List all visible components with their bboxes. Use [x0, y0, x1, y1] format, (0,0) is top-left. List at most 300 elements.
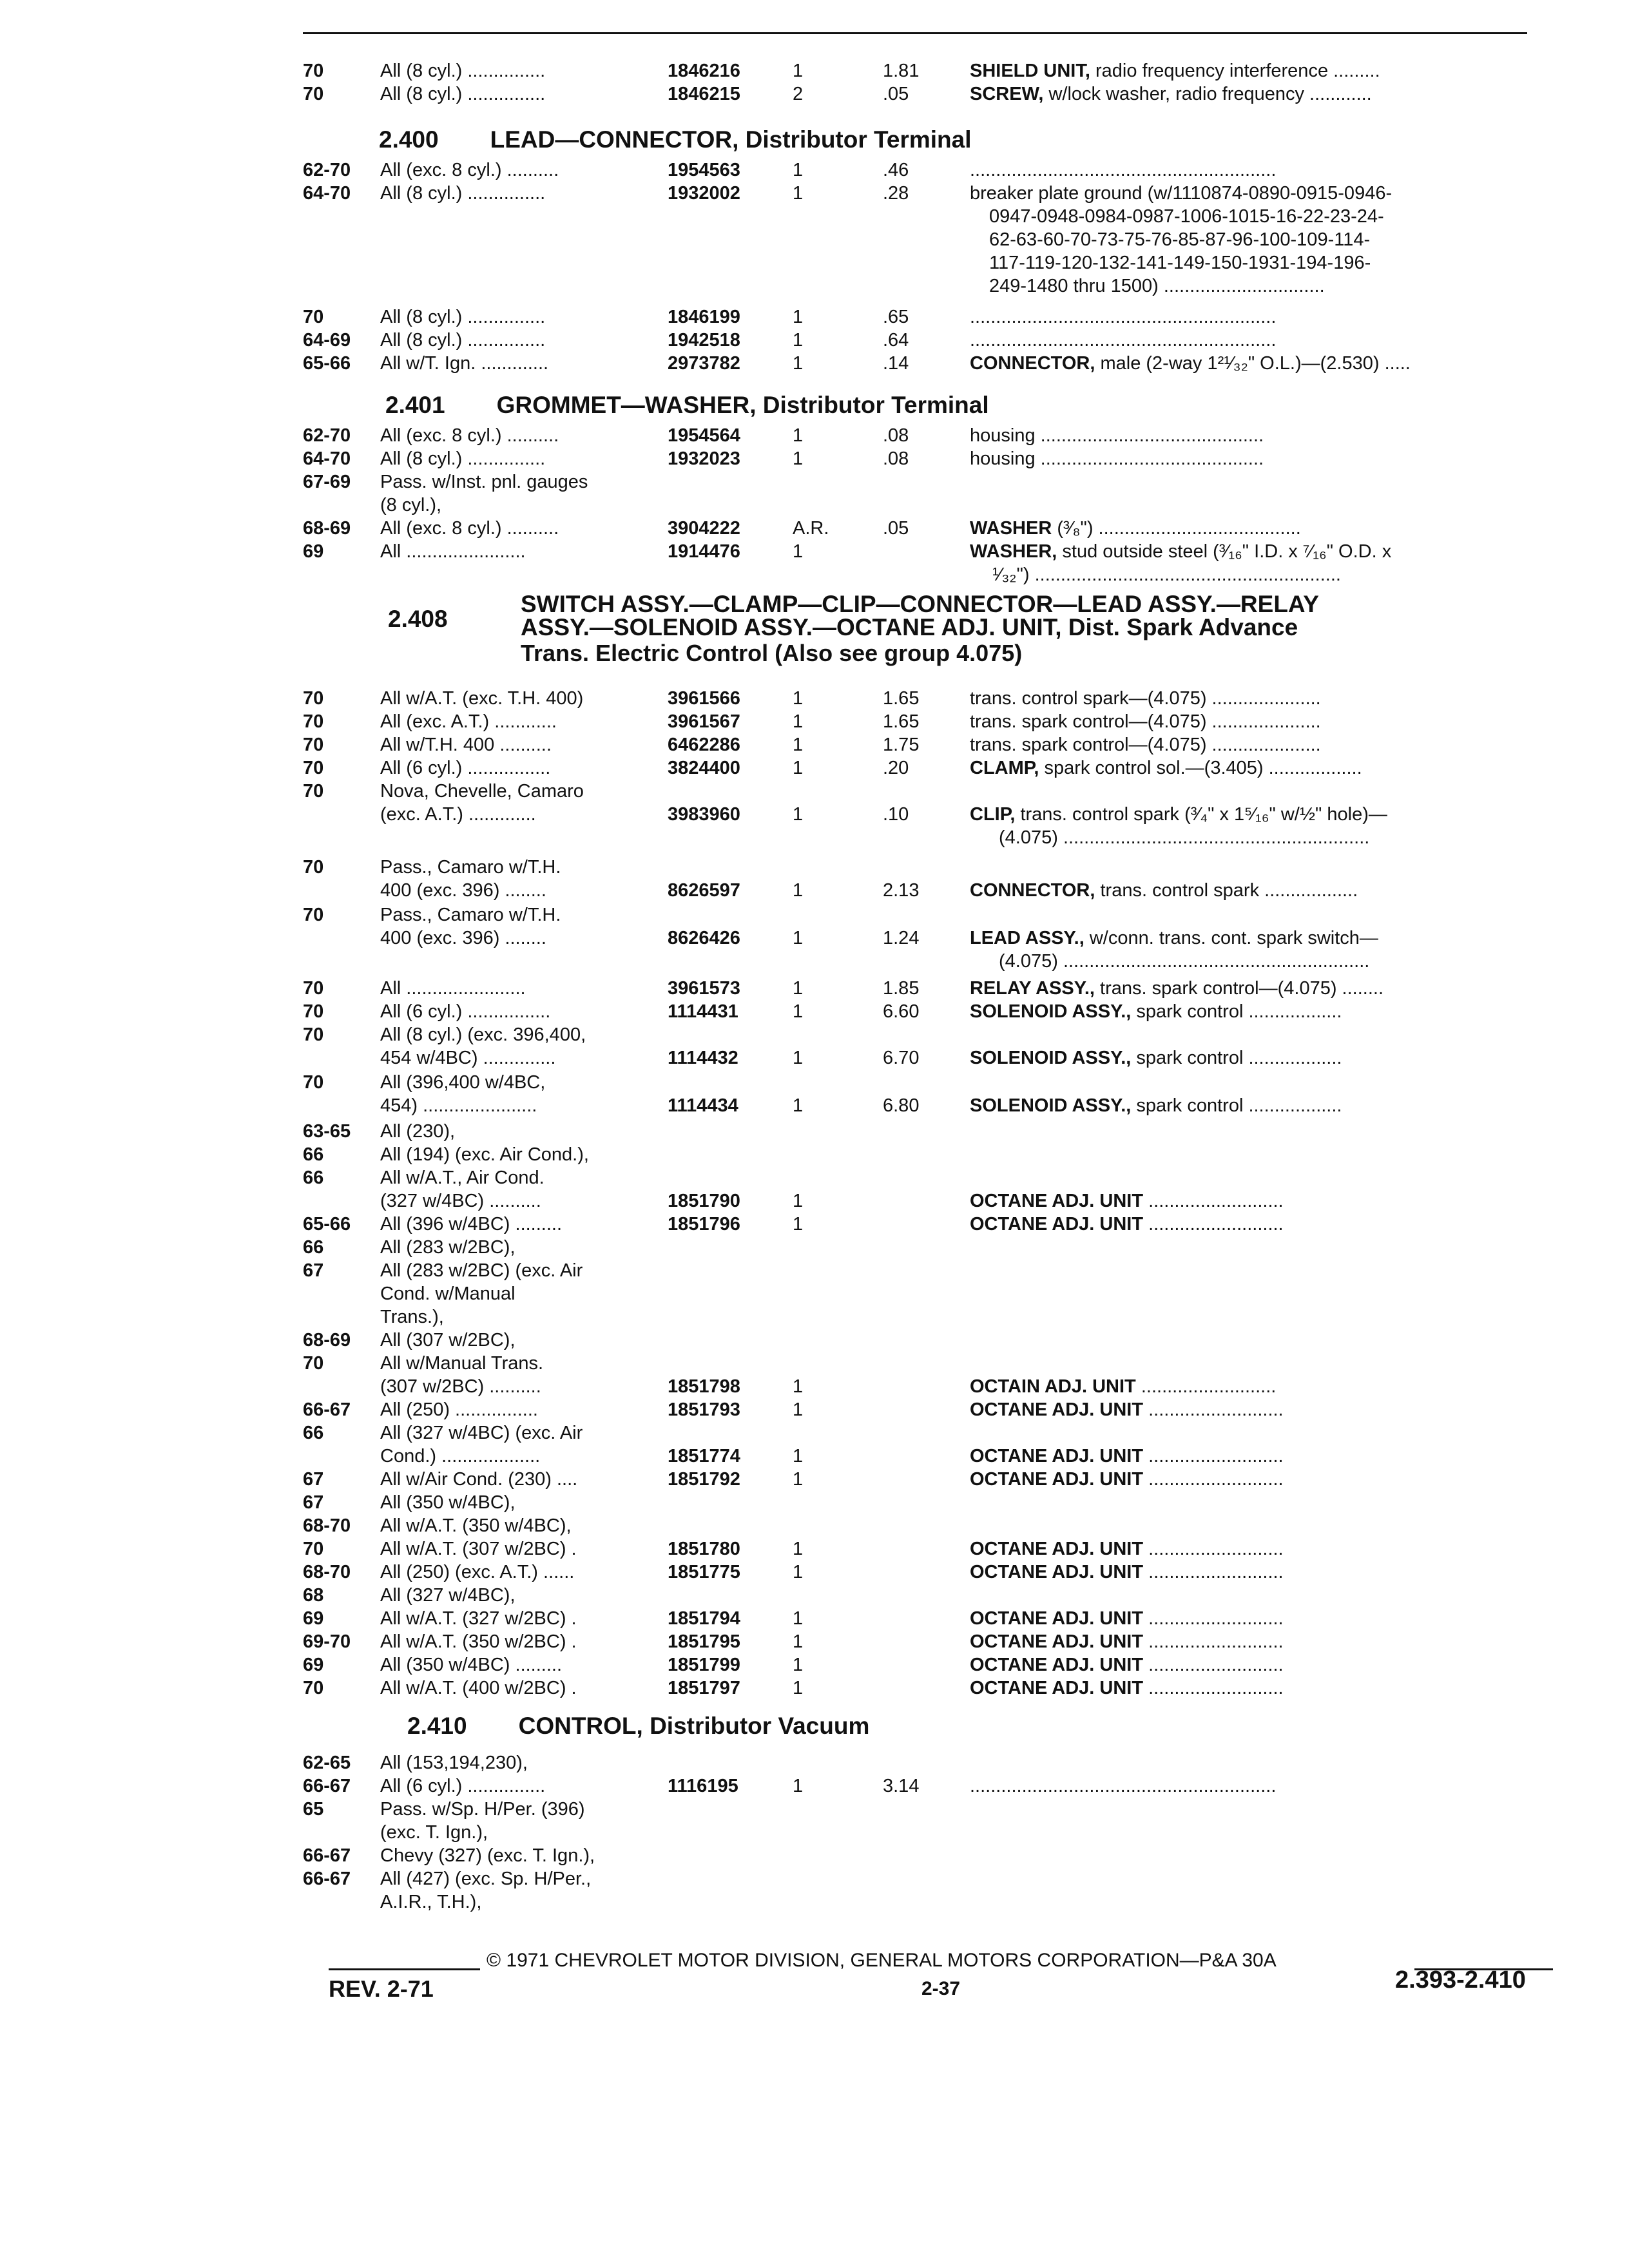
parts-row [0, 1352, 1629, 1375]
parts-row [0, 1445, 1629, 1468]
description-part-name: WASHER, [970, 541, 1057, 562]
model-years: 65-66 [303, 1214, 351, 1235]
description-part-name: OCTANE ADJ. UNIT [970, 1539, 1144, 1559]
part-number: 1846199 [668, 307, 740, 327]
continuation-line: 62-63-60-70-73-75-76-85-87-96-100-109-114- [989, 229, 1371, 250]
model-years: 66-67 [303, 1399, 351, 1420]
price: 1.85 [883, 978, 920, 999]
price: 6.80 [883, 1095, 920, 1116]
part-number: 1954563 [668, 160, 740, 180]
parts-row [0, 540, 1629, 563]
price: .14 [883, 353, 909, 374]
parts-row [0, 1329, 1629, 1352]
section-title: CONTROL, Distributor Vacuum [518, 1713, 870, 1739]
description-text: (³⁄₈") ....................................... [1057, 518, 1301, 539]
parts-row [0, 1000, 1629, 1023]
description-part-name: OCTANE ADJ. UNIT [970, 1678, 1144, 1698]
price: 1.65 [883, 711, 920, 732]
model-years: 69 [303, 1655, 324, 1675]
quantity: 1 [793, 758, 804, 778]
section-number: 2.410 [407, 1713, 467, 1739]
description [970, 517, 1301, 540]
section-title: LEAD—CONNECTOR, Distributor Terminal [490, 126, 972, 153]
application: All (6 cyl.) ............... [380, 1776, 546, 1796]
application: All w/T.H. 400 .......... [380, 735, 552, 755]
quantity: 1 [793, 353, 804, 374]
part-number: 1932002 [668, 183, 740, 204]
section-number: 2.401 [385, 392, 445, 418]
parts-row [0, 710, 1629, 733]
application: All (194) (exc. Air Cond.), [380, 1144, 589, 1165]
price: .08 [883, 425, 909, 446]
application: A.I.R., T.H.), [380, 1892, 482, 1912]
parts-row [0, 1821, 1629, 1844]
model-years: 70 [303, 735, 324, 755]
quantity: 1 [793, 1095, 804, 1116]
quantity: 1 [793, 330, 804, 351]
application: All (307 w/2BC), [380, 1330, 516, 1350]
section-number-2-408 [388, 606, 448, 633]
application: 400 (exc. 396) ........ [380, 880, 546, 901]
application: All w/A.T. (400 w/2BC) . [380, 1678, 577, 1698]
parts-row [0, 1607, 1629, 1630]
description [970, 447, 1264, 470]
description-part-name: SOLENOID ASSY., [970, 1048, 1132, 1068]
part-number: 3961566 [668, 688, 740, 709]
parts-row [0, 517, 1629, 540]
quantity: 1 [793, 541, 804, 562]
part-number: 1851797 [668, 1678, 740, 1698]
part-number: 1851794 [668, 1608, 740, 1629]
price: .46 [883, 160, 909, 180]
price: .05 [883, 518, 909, 539]
description-text: .......................... [1148, 1469, 1284, 1490]
application: All w/A.T. (exc. T.H. 400) [380, 688, 584, 709]
part-number: 1851796 [668, 1214, 740, 1235]
description-part-name: SOLENOID ASSY., [970, 1095, 1132, 1116]
application: All (8 cyl.) ............... [380, 183, 546, 204]
part-number: 3824400 [668, 758, 740, 778]
model-years: 70 [303, 758, 324, 778]
quantity: 1 [793, 1631, 804, 1652]
description [970, 1537, 1284, 1561]
description-text: w/lock washer, radio frequency ............ [1048, 84, 1372, 104]
price: 2.13 [883, 880, 920, 901]
parts-row [0, 1071, 1629, 1094]
application: All (exc. A.T.) ............ [380, 711, 557, 732]
application: (307 w/2BC) .......... [380, 1376, 541, 1397]
quantity: 1 [793, 1376, 804, 1397]
model-years: 65 [303, 1799, 324, 1820]
description-text: .......................... [1148, 1631, 1284, 1652]
description-text: .......................... [1148, 1608, 1284, 1629]
description-part-name: SOLENOID ASSY., [970, 1001, 1132, 1022]
parts-row [0, 1584, 1629, 1607]
part-number: 3961567 [668, 711, 740, 732]
application: Pass. w/Inst. pnl. gauges [380, 472, 588, 492]
quantity: 1 [793, 1469, 804, 1490]
application: 454 w/4BC) .............. [380, 1048, 556, 1068]
description-part-name: OCTANE ADJ. UNIT [970, 1469, 1144, 1490]
description-part-name: OCTANE ADJ. UNIT [970, 1446, 1144, 1466]
application: All w/A.T. (307 w/2BC) . [380, 1539, 577, 1559]
parts-row [0, 159, 1629, 182]
price: 1.81 [883, 61, 920, 81]
price: .08 [883, 448, 909, 469]
quantity: 1 [793, 61, 804, 81]
price: 1.65 [883, 688, 920, 709]
model-years: 64-70 [303, 183, 351, 204]
parts-row [0, 182, 1629, 205]
model-years: 66-67 [303, 1869, 351, 1889]
description [970, 1094, 1342, 1117]
description [970, 59, 1380, 82]
parts-row [0, 856, 1629, 879]
model-years: 70 [303, 1072, 324, 1093]
description [970, 540, 1391, 563]
continuation-line: 249-1480 thru 1500) ............................... [989, 276, 1325, 296]
application: All w/A.T., Air Cond. [380, 1168, 545, 1188]
model-years: 69 [303, 1608, 324, 1629]
section-title-2-408-line2: ASSY.—SOLENOID ASSY.—OCTANE ADJ. UNIT, Dist. Spark Advance [521, 614, 1298, 640]
part-number: 6462286 [668, 735, 740, 755]
parts-row [0, 1421, 1629, 1445]
application: All (250) ................ [380, 1399, 538, 1420]
description-text: housing ........................................... [970, 425, 1264, 446]
description [970, 82, 1372, 106]
description [970, 305, 1276, 329]
quantity: 1 [793, 1539, 804, 1559]
application: All ....................... [380, 541, 526, 562]
section-number: 2.408 [388, 606, 448, 632]
application: Nova, Chevelle, Camaro [380, 781, 584, 802]
model-years: 68 [303, 1585, 324, 1606]
description-text: spark control .................. [1136, 1001, 1342, 1022]
description-part-name: OCTANE ADJ. UNIT [970, 1191, 1144, 1211]
parts-row [0, 1561, 1629, 1584]
model-years: 70 [303, 781, 324, 802]
parts-row [0, 1375, 1629, 1398]
part-number: 1851780 [668, 1539, 740, 1559]
quantity: 1 [793, 928, 804, 948]
description-text: stud outside steel (³⁄₁₆" I.D. x ⁷⁄₁₆" O.D. x [1062, 541, 1392, 562]
application: Cond. w/Manual [380, 1283, 516, 1304]
parts-row [0, 1189, 1629, 1213]
part-number: 1851798 [668, 1376, 740, 1397]
part-number: 1851775 [668, 1562, 740, 1582]
quantity: 1 [793, 1399, 804, 1420]
model-years: 66 [303, 1237, 324, 1258]
application: All (427) (exc. Sp. H/Per., [380, 1869, 592, 1889]
description-text: male (2-way 1²¹⁄₃₂" O.L.)—(2.530) ..... [1100, 353, 1411, 374]
description [970, 927, 1378, 950]
model-years: 70 [303, 905, 324, 925]
application: All w/A.T. (350 w/2BC) . [380, 1631, 577, 1652]
section-heading-2-401 [385, 392, 989, 419]
parts-row [0, 1751, 1629, 1774]
footer-copyright: © 1971 CHEVROLET MOTOR DIVISION, GENERAL MOTORS CORPORATION—P&A 30A [487, 1950, 1277, 1971]
application: All w/T. Ign. ............. [380, 353, 549, 374]
parts-row [0, 1259, 1629, 1282]
price: .28 [883, 183, 909, 204]
description [970, 1445, 1284, 1468]
parts-row [0, 1537, 1629, 1561]
parts-row [0, 1491, 1629, 1514]
description-text: ........................................................... [970, 307, 1277, 327]
quantity: 1 [793, 160, 804, 180]
description-text: spark control sol.—(3.405) .................. [1044, 758, 1362, 778]
parts-row [0, 1236, 1629, 1259]
description [970, 756, 1362, 780]
parts-row [0, 733, 1629, 756]
model-years: 62-70 [303, 425, 351, 446]
description-text: spark control .................. [1136, 1095, 1342, 1116]
parts-row [0, 756, 1629, 780]
quantity: 1 [793, 425, 804, 446]
application: (327 w/4BC) .......... [380, 1191, 541, 1211]
parts-row [0, 1305, 1629, 1329]
description-part-name: WASHER [970, 518, 1052, 539]
description [970, 1653, 1284, 1677]
model-years: 70 [303, 1353, 324, 1374]
description-text: .......................... [1148, 1399, 1284, 1420]
continuation-line: ¹⁄₃₂") ........................................................... [992, 564, 1341, 585]
parts-row [0, 780, 1629, 803]
footer-rule-left [329, 1968, 480, 1970]
model-years: 66 [303, 1168, 324, 1188]
part-number: 1954564 [668, 425, 740, 446]
description-text: trans. control spark (³⁄₄" x 1⁵⁄₁₆" w/½" hole)— [1020, 804, 1387, 825]
continuation-line: (4.075) ........................................................... [999, 951, 1370, 972]
description-part-name: OCTAIN ADJ. UNIT [970, 1376, 1136, 1397]
section-title-2-408-line1: SWITCH ASSY.—CLAMP—CLIP—CONNECTOR—LEAD ASSY.—RELAY [521, 591, 1319, 617]
application: (exc. A.T.) ............. [380, 804, 536, 825]
part-number: 8626597 [668, 880, 740, 901]
parts-row [0, 305, 1629, 329]
description-text: .......................... [1148, 1678, 1284, 1698]
application: (8 cyl.), [380, 495, 442, 515]
description-text: ........................................................... [970, 330, 1277, 351]
application: All (exc. 8 cyl.) .......... [380, 160, 559, 180]
application: All ....................... [380, 978, 526, 999]
application: All w/Air Cond. (230) .... [380, 1469, 578, 1490]
price: 1.24 [883, 928, 920, 948]
parts-row [0, 1094, 1629, 1117]
description [970, 424, 1264, 447]
model-years: 68-69 [303, 1330, 351, 1350]
model-years: 67 [303, 1469, 324, 1490]
model-years: 69 [303, 541, 324, 562]
model-years: 66-67 [303, 1776, 351, 1796]
description [970, 1046, 1342, 1070]
footer-page-number: 2-37 [921, 1978, 961, 1999]
model-years: 70 [303, 978, 324, 999]
continuation-line: 0947-0948-0984-0987-1006-1015-16-22-23-24- [989, 206, 1384, 227]
parts-row [0, 1890, 1629, 1914]
description-part-name: CONNECTOR, [970, 880, 1095, 901]
application: 400 (exc. 396) ........ [380, 928, 546, 948]
part-number: 1851793 [668, 1399, 740, 1420]
description-text: ........................................................... [970, 160, 1277, 180]
application: All (exc. 8 cyl.) .......... [380, 425, 559, 446]
model-years: 70 [303, 857, 324, 878]
description [970, 1630, 1284, 1653]
price: .10 [883, 804, 909, 825]
part-number: 1914476 [668, 541, 740, 562]
description-text: trans. spark control—(4.075) ..................... [970, 735, 1321, 755]
parts-row [0, 1867, 1629, 1890]
parts-row [0, 1213, 1629, 1236]
quantity: 1 [793, 1655, 804, 1675]
quantity: A.R. [793, 518, 829, 539]
quantity: 1 [793, 1562, 804, 1582]
section-title: GROMMET—WASHER, Distributor Terminal [496, 392, 989, 418]
quantity: 1 [793, 448, 804, 469]
application: All (8 cyl.) ............... [380, 448, 546, 469]
model-years: 67 [303, 1492, 324, 1513]
parts-row [0, 1046, 1629, 1070]
price: 3.14 [883, 1776, 920, 1796]
section-number: 2.400 [379, 126, 439, 153]
application: All (6 cyl.) ................ [380, 758, 551, 778]
description-text: radio frequency interference ......... [1095, 61, 1380, 81]
application: Trans.), [380, 1307, 444, 1327]
description-part-name: CLAMP, [970, 758, 1039, 778]
model-years: 70 [303, 1678, 324, 1698]
model-years: 64-70 [303, 448, 351, 469]
model-years: 68-69 [303, 518, 351, 539]
model-years: 70 [303, 307, 324, 327]
part-number: 1942518 [668, 330, 740, 351]
parts-row [0, 1143, 1629, 1166]
model-years: 70 [303, 61, 324, 81]
quantity: 1 [793, 880, 804, 901]
application: Pass. w/Sp. H/Per. (396) [380, 1799, 585, 1820]
description-part-name: OCTANE ADJ. UNIT [970, 1631, 1144, 1652]
description-text: .......................... [1148, 1214, 1284, 1235]
quantity: 1 [793, 1776, 804, 1796]
description [970, 733, 1321, 756]
model-years: 67-69 [303, 472, 351, 492]
description [970, 159, 1276, 182]
description-text: .......................... [1148, 1539, 1284, 1559]
parts-row [0, 1774, 1629, 1798]
application: All (327 w/4BC) (exc. Air [380, 1423, 583, 1443]
description-part-name: SHIELD UNIT, [970, 61, 1090, 81]
part-number: 1114432 [668, 1048, 738, 1068]
application: 454) ...................... [380, 1095, 537, 1116]
description-part-name: CONNECTOR, [970, 353, 1095, 374]
parts-row [0, 82, 1629, 106]
price: .05 [883, 84, 909, 104]
description [970, 1398, 1284, 1421]
price: 6.60 [883, 1001, 920, 1022]
description-part-name: CLIP, [970, 804, 1016, 825]
description-text: trans. control spark .................. [1100, 880, 1358, 901]
part-number: 1851795 [668, 1631, 740, 1652]
model-years: 70 [303, 711, 324, 732]
description [970, 1375, 1276, 1398]
description [970, 1774, 1276, 1798]
part-number: 1846215 [668, 84, 740, 104]
application: All (8 cyl.) ............... [380, 84, 546, 104]
application: All w/A.T. (350 w/4BC), [380, 1515, 572, 1536]
part-number: 3904222 [668, 518, 740, 539]
parts-row [0, 1798, 1629, 1821]
description-part-name: OCTANE ADJ. UNIT [970, 1399, 1144, 1420]
application: All (8 cyl.) ............... [380, 61, 546, 81]
model-years: 70 [303, 1001, 324, 1022]
description-part-name: OCTANE ADJ. UNIT [970, 1655, 1144, 1675]
application: All (8 cyl.) (exc. 396,400, [380, 1024, 586, 1045]
description-part-name: OCTANE ADJ. UNIT [970, 1214, 1144, 1235]
parts-row [0, 329, 1629, 352]
application: All (350 w/4BC) ......... [380, 1655, 563, 1675]
parts-row [0, 470, 1629, 494]
application: All (8 cyl.) ............... [380, 307, 546, 327]
description [970, 803, 1387, 826]
parts-row [0, 59, 1629, 82]
footer-revision: REV. 2-71 [329, 1975, 434, 2002]
model-years: 67 [303, 1260, 324, 1281]
parts-row [0, 687, 1629, 710]
description [970, 352, 1411, 375]
description [970, 1189, 1284, 1213]
continuation-line: 117-119-120-132-141-149-150-1931-194-196- [989, 253, 1371, 273]
part-number: 1846216 [668, 61, 740, 81]
price: 6.70 [883, 1048, 920, 1068]
quantity: 1 [793, 1678, 804, 1698]
description-text: ........................................................... [970, 1776, 1277, 1796]
model-years: 62-65 [303, 1753, 351, 1773]
part-number: 8626426 [668, 928, 740, 948]
description-text: trans. spark control—(4.075) ..................... [970, 711, 1321, 732]
parts-row [0, 879, 1629, 902]
application: All (327 w/4BC), [380, 1585, 516, 1606]
description-text: .......................... [1148, 1191, 1284, 1211]
model-years: 70 [303, 84, 324, 104]
description [970, 879, 1358, 902]
quantity: 1 [793, 1608, 804, 1629]
model-years: 62-70 [303, 160, 351, 180]
application: All (6 cyl.) ................ [380, 1001, 551, 1022]
price: .64 [883, 330, 909, 351]
application: Chevy (327) (exc. T. Ign.), [380, 1845, 595, 1866]
footer-section-range: 2.393-2.410 [1395, 1966, 1526, 1994]
quantity: 1 [793, 1214, 804, 1235]
parts-row [0, 1282, 1629, 1305]
parts-row [0, 1120, 1629, 1143]
continuation-line: (4.075) ........................................................... [999, 827, 1370, 848]
price: .65 [883, 307, 909, 327]
quantity: 1 [793, 688, 804, 709]
description [970, 977, 1383, 1000]
description-text: trans. control spark—(4.075) ..................... [970, 688, 1321, 709]
section-title-2-408-line3: Trans. Electric Control (Also see group 4.075) [521, 640, 1023, 666]
quantity: 1 [793, 1001, 804, 1022]
description-text: breaker plate ground (w/1110874-0890-0915-0946- [970, 183, 1393, 204]
quantity: 1 [793, 735, 804, 755]
part-number: 2973782 [668, 353, 740, 374]
model-years: 69-70 [303, 1631, 351, 1652]
parts-row [0, 1653, 1629, 1677]
parts-row [0, 803, 1629, 826]
part-number: 3983960 [668, 804, 740, 825]
application: All (396 w/4BC) ......... [380, 1214, 563, 1235]
parts-row [0, 494, 1629, 517]
description-text: .......................... [1148, 1562, 1284, 1582]
description-text: .......................... [1148, 1446, 1284, 1466]
